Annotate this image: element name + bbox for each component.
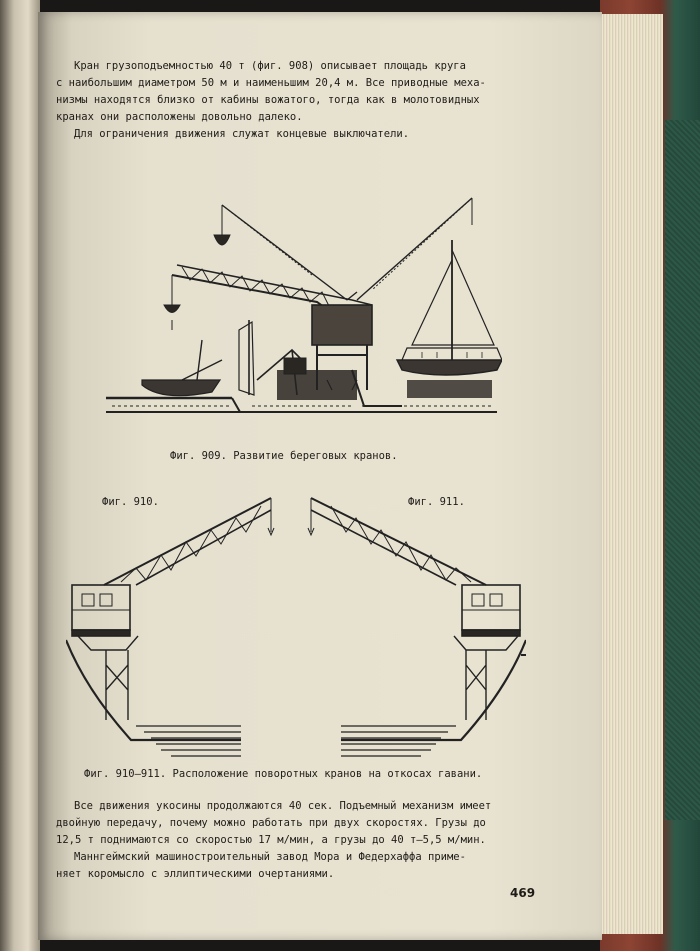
page-edges	[598, 14, 663, 934]
figure-911-label: Фиг. 911.	[408, 496, 465, 508]
text-line: Маннгеймский машиностроительный завод Мора и Федерхаффа приме-	[74, 851, 466, 863]
text-line: двойную передачу, почему можно работать при двух скоростях. Грузы до	[56, 817, 486, 829]
top-paragraph	[56, 58, 486, 143]
text-line: 12,5 т поднимаются со скоростью 17 м/мин, а грузы до 40 т—5,5 м/мин.	[56, 834, 486, 846]
book-cover-cloth	[665, 120, 700, 820]
text-line: низмы находятся близко от кабины вожатого, тогда как в молотовидных	[56, 94, 480, 106]
page-number: 469	[510, 886, 536, 900]
text-line: Все движения укосины продолжаются 40 сек. Подъемный механизм имеет	[74, 800, 492, 812]
text-line: с наибольшим диаметром 50 м и наименьшим 20,4 м. Все приводные меха-	[56, 77, 486, 89]
figure-910-label: Фиг. 910.	[102, 496, 159, 508]
bottom-paragraph	[56, 798, 491, 883]
text-line: кранах они расположены довольно далеко.	[56, 111, 303, 123]
figure-910-911-caption: Фиг. 910—911. Расположение поворотных кранов на откосах гавани.	[84, 768, 483, 780]
text-line: Кран грузоподъемностью 40 т (фиг. 908) описывает площадь круга	[74, 60, 466, 72]
book-page	[38, 12, 602, 940]
figure-909-caption: Фиг. 909. Развитие береговых кранов.	[170, 450, 398, 462]
text-line: Для ограничения движения служат концевые выключатели.	[74, 128, 410, 140]
figure-909-shore-cranes	[102, 180, 502, 450]
figure-910-911-slope-cranes	[66, 490, 526, 760]
text-line: няет коромысло с эллиптическими очертаниями.	[56, 868, 335, 880]
left-page-edge	[0, 0, 40, 951]
